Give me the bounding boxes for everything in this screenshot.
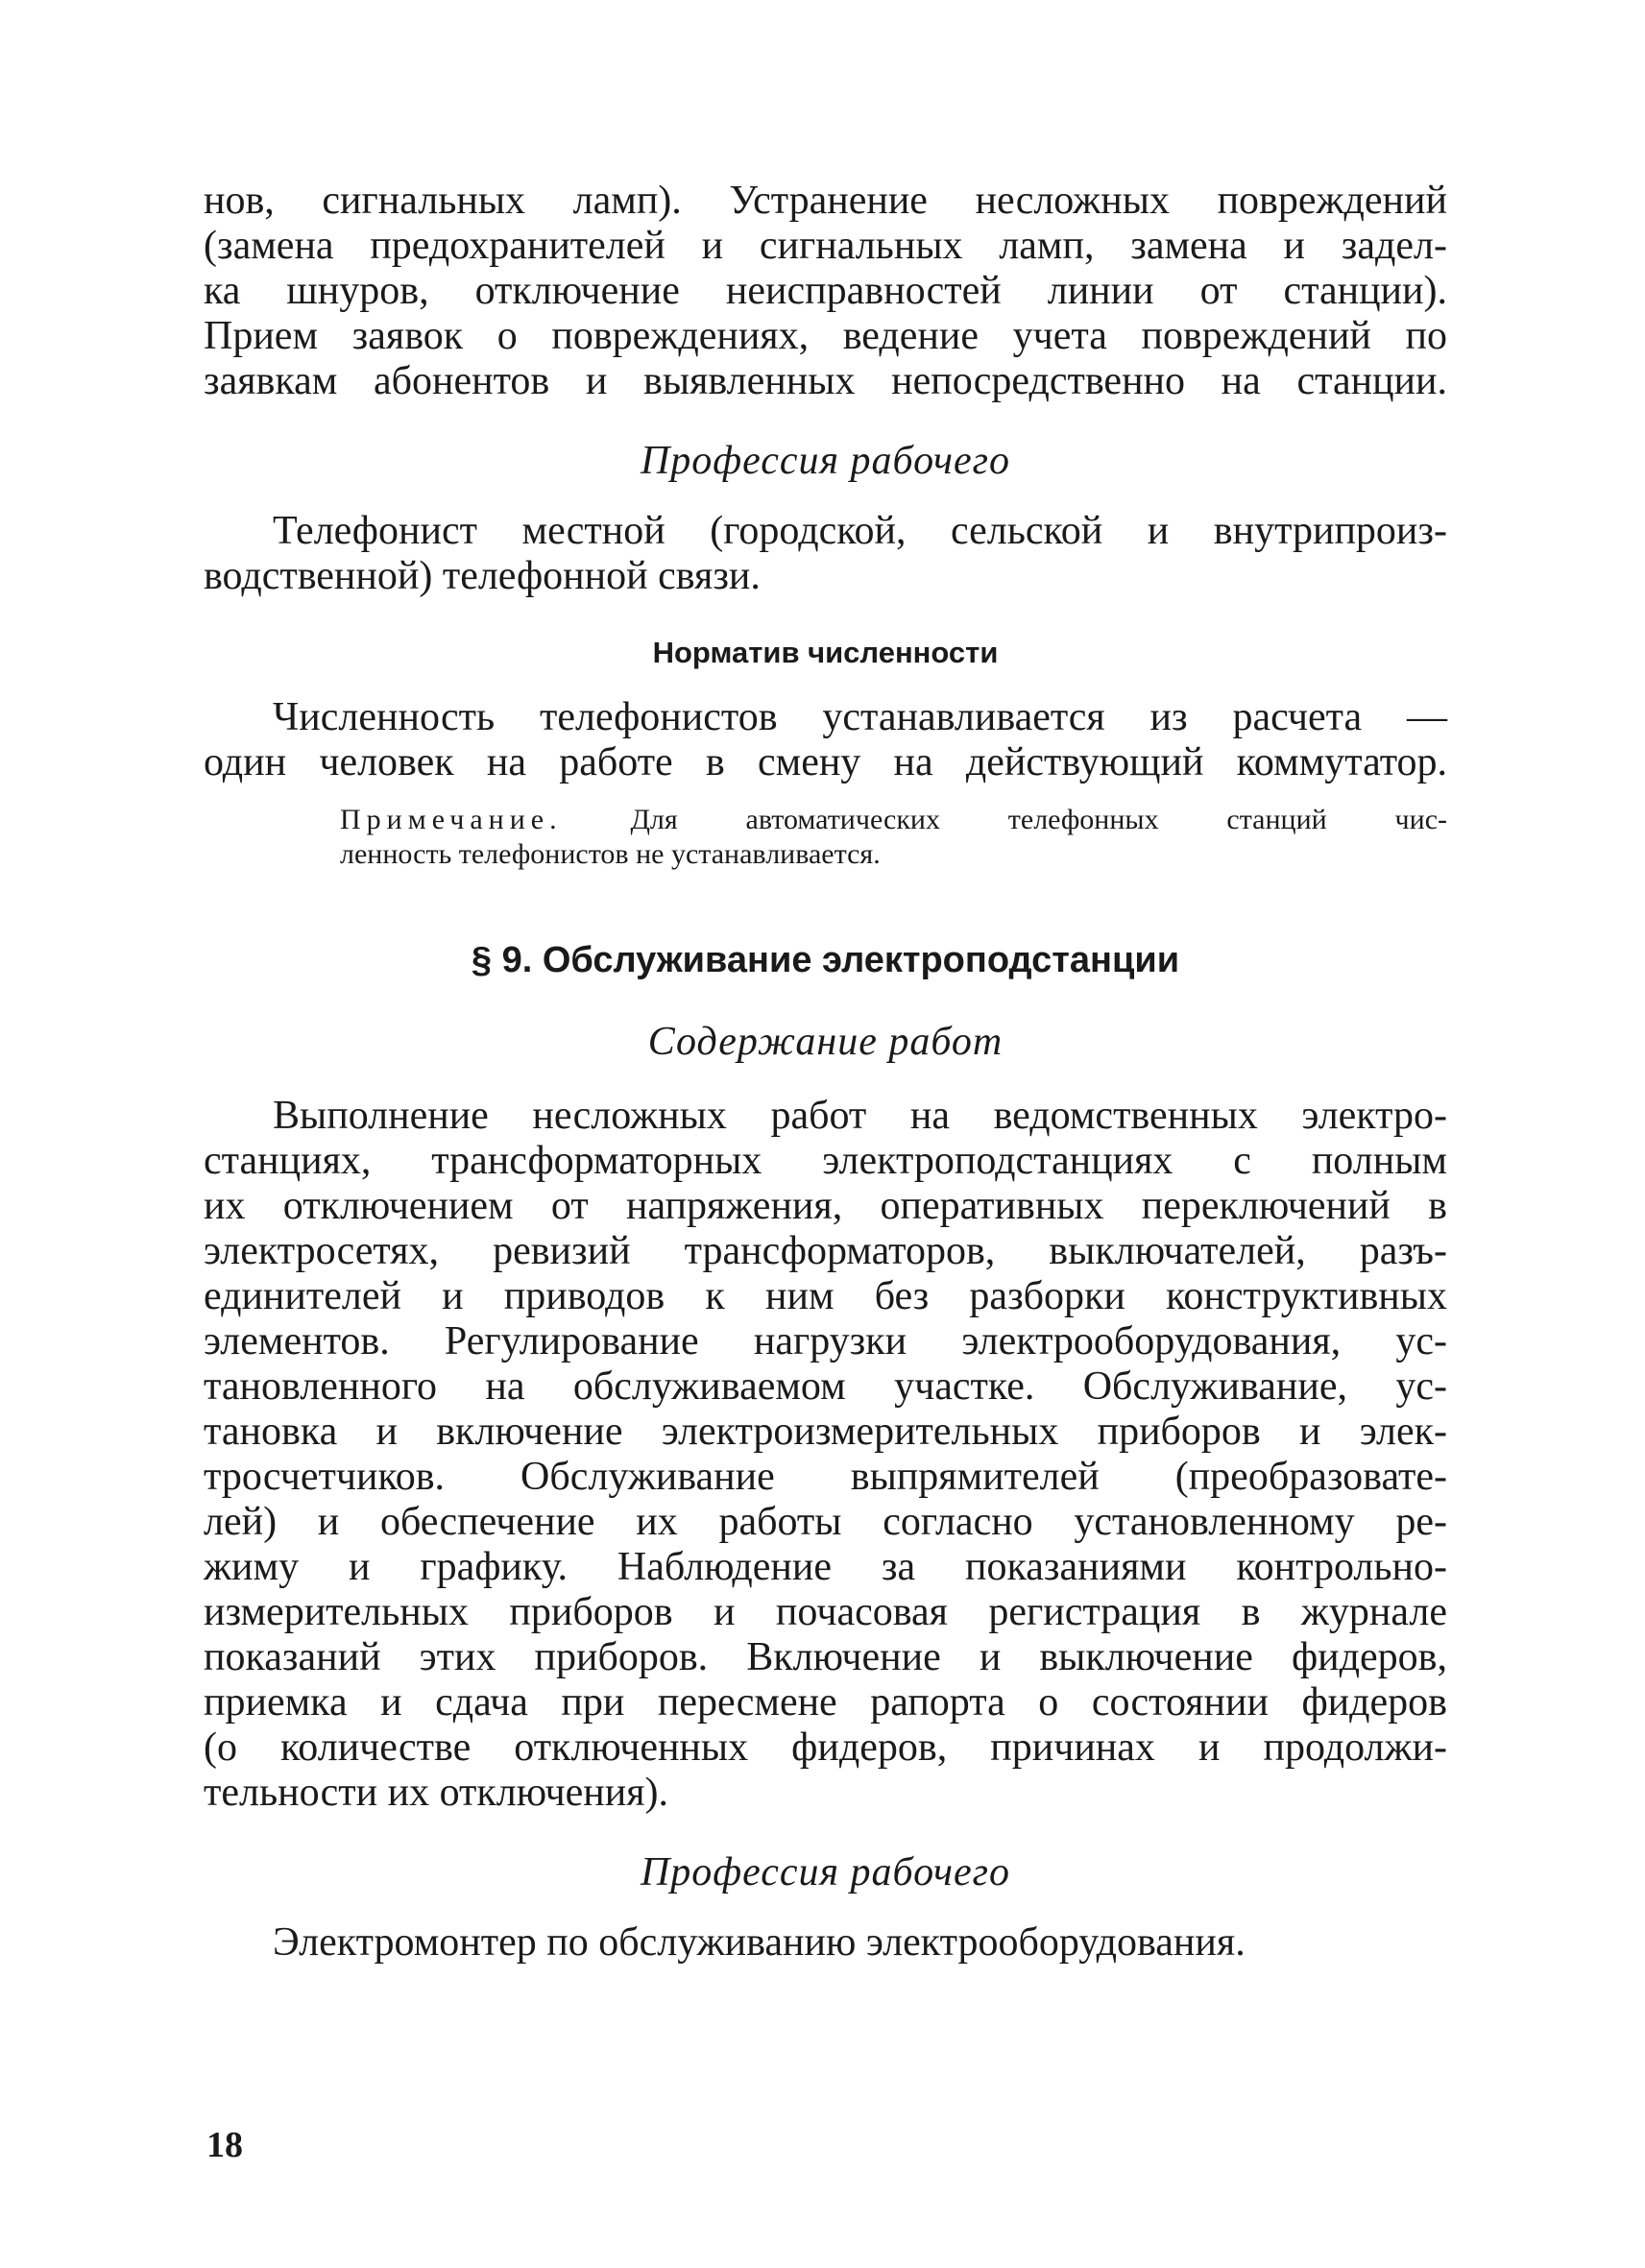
text-line: Численность телефонистов устанавливается из расчета —	[273, 695, 1447, 739]
text-line: показаний этих приборов. Включение и выключение фидеров,	[204, 1635, 1447, 1679]
text-line: приемка и сдача при пересмене рапорта о состоянии фидеров	[204, 1680, 1447, 1725]
text-line: тановка и включение электроизмерительных приборов и элек-	[204, 1410, 1447, 1454]
note-line	[340, 803, 1447, 837]
text-line: Телефонист местной (городской, сельской и внутрипроиз-	[273, 509, 1447, 553]
text-line: (замена предохранителей и сигнальных ламп, замена и задел-	[204, 224, 1447, 268]
paragraph-faults	[204, 179, 1447, 404]
document-page	[204, 179, 1447, 1966]
note-label: Примечание.	[340, 804, 563, 835]
text-line: водственной) телефонной связи.	[204, 554, 761, 598]
text-line: тановленного на обслуживаемом участке. Обслуживание, ус-	[204, 1364, 1447, 1409]
text-line: их отключением от напряжения, оперативных переключений в	[204, 1184, 1447, 1228]
note-text: Для автоматических телефонных станций чис-	[630, 804, 1447, 835]
text-line: ка шнуров, отключение неисправностей линии от станции).	[204, 269, 1447, 313]
heading-worker-profession: Профессия рабочего	[640, 1850, 1011, 1894]
text-line: нов, сигнальных ламп). Устранение несложных повреждений	[204, 179, 1447, 223]
text-line: элементов. Регулирование нагрузки электрооборудования, ус-	[204, 1319, 1447, 1363]
text-line: лей) и обеспечение их работы согласно установленному ре-	[204, 1500, 1447, 1544]
heading-work-content: Содержание работ	[647, 1020, 1004, 1064]
paragraph-substation-work	[204, 1094, 1447, 1816]
text-line: жиму и графику. Наблюдение за показаниями контрольно-	[204, 1545, 1447, 1589]
text-line: Прием заявок о повреждениях, ведение учета повреждений по	[204, 314, 1447, 358]
paragraph-staffing	[204, 695, 1447, 785]
paragraph-electrician	[204, 1920, 1447, 1966]
text-line: единителей и приводов к ним без разборки конструктивных	[204, 1274, 1447, 1318]
text-line: измерительных приборов и почасовая регистрация в журнале	[204, 1590, 1447, 1634]
text-line: (о количестве отключенных фидеров, причинах и продолжи-	[204, 1725, 1447, 1770]
heading-staffing-norm: Норматив численности	[652, 636, 999, 669]
note	[204, 803, 1447, 872]
paragraph-telephonist	[204, 509, 1447, 599]
text-line: один человек на работе в смену на действующий коммутатор.	[204, 740, 1447, 784]
page-number: 18	[206, 2125, 243, 2165]
text-line: Электромонтер по обслуживанию электрооборудования.	[273, 1920, 1246, 1965]
text-line: заявкам абонентов и выявленных непосредственно на станции.	[204, 359, 1447, 403]
text-line: Выполнение несложных работ на ведомственных электро-	[273, 1094, 1447, 1138]
text-line: тельности их отключения).	[204, 1771, 669, 1815]
text-line: электросетях, ревизий трансформаторов, выключателей, разъ-	[204, 1229, 1447, 1273]
heading-worker-profession: Профессия рабочего	[640, 439, 1011, 483]
text-line: станциях, трансформаторных электроподстанциях с полным	[204, 1139, 1447, 1183]
section-heading: § 9. Обслуживание электроподстанции	[471, 940, 1180, 980]
text-line: тросчетчиков. Обслуживание выпрямителей (преобразовате-	[204, 1455, 1447, 1499]
note-line: ленность телефонистов не устанавливается.	[340, 838, 881, 870]
